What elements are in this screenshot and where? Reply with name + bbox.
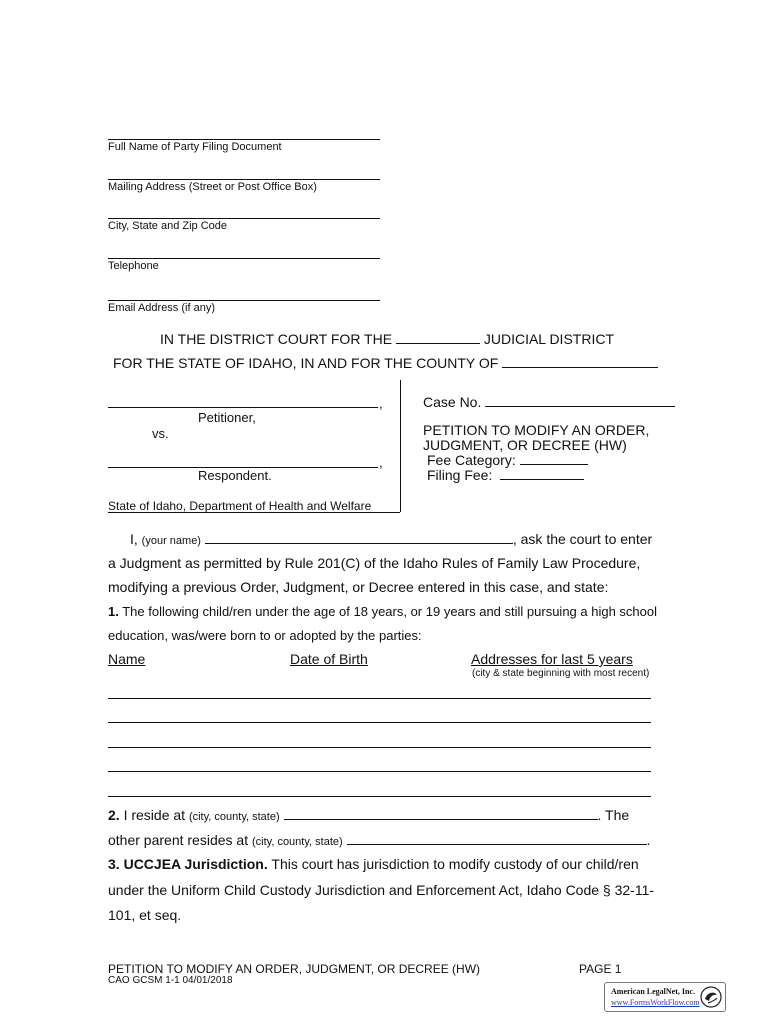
para3-heading: UCCJEA Jurisdiction. [123, 856, 268, 872]
petitioner-line[interactable] [108, 407, 378, 408]
para2-end: . The [597, 807, 630, 823]
full-name-label: Full Name of Party Filing Document [108, 141, 282, 153]
your-name-hint: (your name) [141, 535, 201, 547]
respondent-comma: , [379, 455, 383, 470]
mailing-address-label: Mailing Address (Street or Post Office Box) [108, 181, 317, 193]
judicial-district-blank[interactable] [396, 343, 480, 344]
logo-company: American LegalNet, Inc. [611, 987, 695, 996]
para3-text1: This court has jurisdiction to modify custody of our child/ren [271, 856, 639, 872]
court-heading-text-b: JUDICIAL DISTRICT [483, 331, 614, 347]
state-party-label: State of Idaho, Department of Health and Welfare [108, 499, 372, 513]
filing-fee-label: Filing Fee: [427, 467, 493, 483]
para3-number: 3. [108, 856, 120, 872]
intro-line [130, 531, 652, 547]
caption-bottom-rule [108, 512, 400, 513]
page-number: PAGE 1 [579, 962, 622, 976]
intro-line3: modifying a previous Order, Judgment, or Decree entered in this case, and state: [108, 579, 609, 595]
court-county-text: FOR THE STATE OF IDAHO, IN AND FOR THE COUNTY OF [113, 355, 499, 371]
intro-line2: a Judgment as permitted by Rule 201(C) of the Idaho Rules of Family Law Procedure, [108, 555, 641, 571]
para2-number: 2. [108, 807, 120, 823]
child-row-line[interactable] [108, 796, 651, 797]
para2-hint: (city, county, state) [188, 811, 280, 823]
fee-category-blank[interactable] [520, 464, 588, 465]
county-blank[interactable] [502, 367, 658, 368]
para1-line1 [108, 604, 657, 619]
mailing-address-line[interactable] [108, 179, 380, 180]
para1-text1: The following child/ren under the age of 18 years, or 19 years and still pursuing a high school [122, 604, 657, 619]
col-name-header: Name [108, 651, 146, 667]
fee-category-label: Fee Category: [427, 452, 516, 468]
filing-fee-blank[interactable] [500, 479, 584, 480]
para2b-end: . [646, 832, 651, 848]
footer-title: PETITION TO MODIFY AN ORDER, JUDGMENT, OR DECREE (HW) [108, 962, 481, 976]
para2-text: I reside at [123, 807, 186, 823]
other-parent-hint: (city, county, state) [251, 836, 343, 848]
court-heading-line2 [113, 355, 658, 371]
full-name-line[interactable] [108, 139, 380, 140]
intro-i: I, [130, 531, 138, 547]
logo-url[interactable]: www.FormsWorkFlow.com [611, 998, 700, 1007]
col-dob-header: Date of Birth [290, 651, 368, 667]
para3-line1 [108, 856, 639, 872]
your-name-blank[interactable] [205, 543, 513, 544]
publisher-logo[interactable] [604, 982, 726, 1012]
document-title-line2: JUDGMENT, OR DECREE (HW) [423, 437, 627, 453]
other-parent-residence-blank[interactable] [347, 844, 647, 845]
para2-line2 [108, 832, 650, 848]
filing-fee-row [427, 467, 584, 483]
petitioner-label: Petitioner, [198, 410, 256, 425]
my-residence-blank[interactable] [284, 819, 598, 820]
col-addr-header: Addresses for last 5 years [471, 651, 633, 667]
email-line[interactable] [108, 300, 380, 301]
case-number-row [423, 394, 675, 410]
caption-divider [400, 380, 401, 512]
court-heading-line1 [160, 331, 614, 347]
court-heading-text-a: IN THE DISTRICT COURT FOR THE [160, 331, 393, 347]
para3-line2: under the Uniform Child Custody Jurisdiction and Enforcement Act, Idaho Code § 32-11- [108, 882, 655, 898]
para3-line3: 101, et seq. [108, 907, 182, 923]
respondent-label: Respondent. [198, 468, 272, 483]
petitioner-comma: , [379, 396, 383, 411]
other-parent-text: other parent resides at [108, 832, 249, 848]
telephone-line[interactable] [108, 258, 380, 259]
globe-icon [700, 986, 722, 1008]
child-row-line[interactable] [108, 722, 651, 723]
document-title-line1: PETITION TO MODIFY AN ORDER, [423, 422, 650, 438]
para1-number: 1. [108, 604, 119, 619]
child-row-line[interactable] [108, 771, 651, 772]
vs-label: vs. [152, 426, 169, 441]
telephone-label: Telephone [108, 260, 159, 272]
case-no-label: Case No. [423, 394, 482, 410]
intro-end: , ask the court to enter [512, 531, 653, 547]
child-row-line[interactable] [108, 698, 651, 699]
city-state-zip-label: City, State and Zip Code [108, 220, 228, 232]
fee-category-row [427, 452, 588, 468]
case-number-blank[interactable] [485, 406, 675, 407]
email-label: Email Address (if any) [108, 302, 215, 314]
para1-line2: education, was/were born to or adopted by the parties: [108, 628, 422, 643]
para2-line1 [108, 807, 629, 823]
city-state-zip-line[interactable] [108, 218, 380, 219]
child-row-line[interactable] [108, 747, 651, 748]
col-addr-subheader: (city & state beginning with most recent) [472, 668, 650, 679]
footer-code: CAO GCSM 1-1 04/01/2018 [108, 975, 233, 986]
